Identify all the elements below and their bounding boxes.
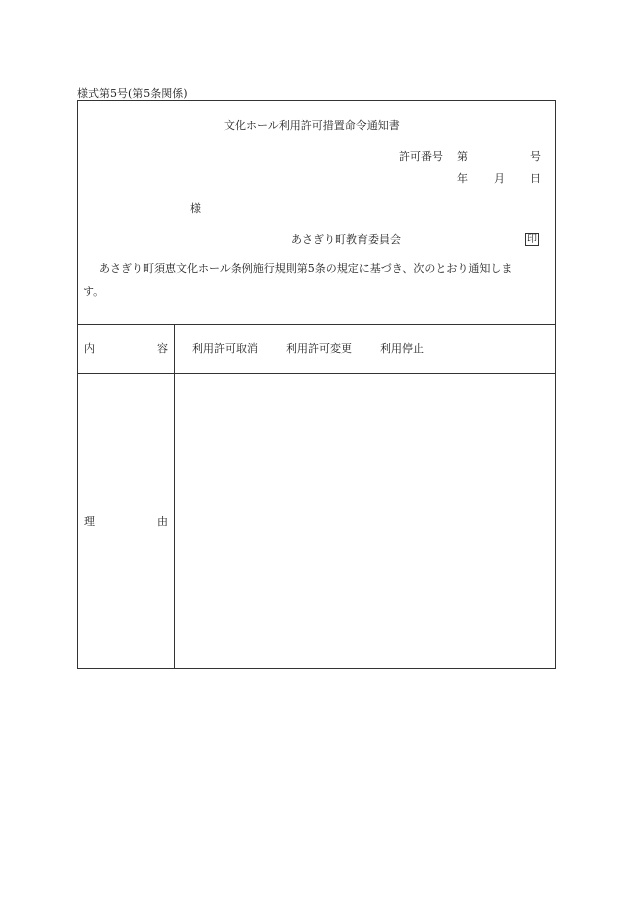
date-month: 月	[494, 172, 505, 185]
reason-label-a: 理	[84, 515, 95, 528]
permit-number-label: 許可番号	[399, 150, 443, 163]
reason-label-b: 由	[157, 515, 168, 528]
permit-number-suffix: 号	[530, 150, 541, 163]
permit-number-prefix: 第	[457, 150, 468, 163]
form-number-label: 様式第5号(第5条関係)	[77, 87, 188, 100]
content-option-cancel: 利用許可取消	[192, 342, 258, 355]
reason-field[interactable]	[175, 374, 555, 668]
content-option-suspend: 利用停止	[380, 342, 424, 355]
document-title: 文化ホール利用許可措置命令通知書	[224, 119, 400, 132]
addressee-honorific: 様	[190, 202, 201, 215]
content-label-a: 内	[84, 342, 95, 355]
divider-content-top	[78, 324, 555, 325]
date-day: 日	[530, 172, 541, 185]
notice-form-frame	[77, 100, 556, 669]
content-label-b: 容	[157, 342, 168, 355]
issuer-name: あさぎり町教育委員会	[291, 233, 401, 246]
date-year: 年	[457, 172, 468, 185]
body-text-line-1: あさぎり町須恵文化ホール条例施行規則第5条の規定に基づき、次のとおり通知しま	[99, 262, 513, 275]
content-option-change: 利用許可変更	[286, 342, 352, 355]
body-text-line-2: す。	[83, 285, 105, 298]
seal-mark	[525, 232, 539, 246]
seal-icon: 印	[527, 234, 537, 245]
